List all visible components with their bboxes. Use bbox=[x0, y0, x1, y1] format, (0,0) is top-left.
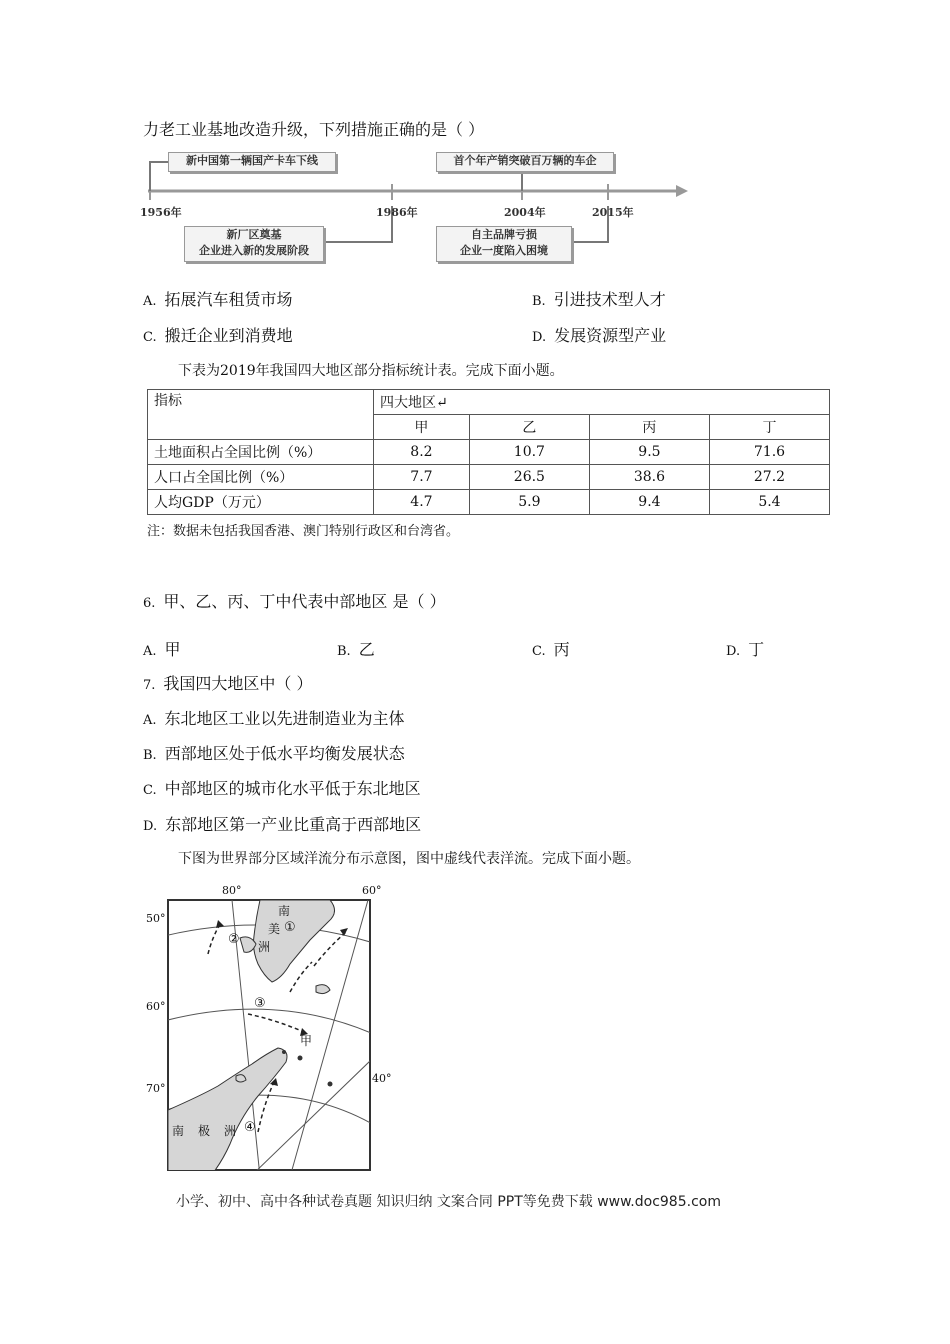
cell: 9.4 bbox=[589, 490, 709, 515]
sa-label-2: 美 bbox=[268, 922, 281, 936]
q6-stem: 6. 甲、乙、丙、丁中代表中部地区 是（ ） bbox=[143, 592, 446, 611]
table-note: 注：数据未包括我国香港、澳门特别行政区和台湾省。 bbox=[147, 524, 460, 539]
timeline-arrow bbox=[676, 185, 688, 197]
q5-option-c[interactable]: C. 搬迁企业到消费地 bbox=[143, 326, 293, 345]
event-new-plant-line1: 新厂区奠基 bbox=[226, 228, 282, 241]
row-label: 土地面积占全国比例（%） bbox=[148, 440, 374, 465]
cell: 38.6 bbox=[589, 465, 709, 490]
q6-option-c[interactable]: C. 丙 bbox=[532, 640, 570, 659]
q5-option-d[interactable]: D. 发展资源型产业 bbox=[532, 326, 667, 345]
lon-80-label: 80° bbox=[222, 884, 242, 897]
cell: 9.5 bbox=[589, 440, 709, 465]
stats-table bbox=[147, 389, 830, 515]
col-jia: 甲 bbox=[374, 415, 470, 440]
cell: 26.5 bbox=[469, 465, 589, 490]
table-row bbox=[148, 440, 830, 465]
ocean-current-map bbox=[140, 882, 390, 1177]
marker-2: ② bbox=[228, 932, 240, 947]
page-footer: 小学、初中、高中各种试卷真题 知识归纳 文案合同 PPT等免费下载 www.doc985.com bbox=[176, 1194, 721, 1210]
ant-label-3: 洲 bbox=[224, 1124, 237, 1138]
col-ding: 丁 bbox=[709, 415, 829, 440]
q7-stem: 7. 我国四大地区中（ ） bbox=[143, 674, 313, 693]
q5-option-a[interactable]: A. 拓展汽车租赁市场 bbox=[143, 290, 293, 309]
table-row bbox=[148, 490, 830, 515]
q5-option-b[interactable]: B. 引进技术型人才 bbox=[532, 290, 666, 309]
cell: 7.7 bbox=[374, 465, 470, 490]
year-2004: 2004年 bbox=[504, 206, 546, 219]
year-1956: 1956年 bbox=[140, 206, 182, 219]
col-bing: 丙 bbox=[589, 415, 709, 440]
lat-70-label: 70° bbox=[146, 1082, 166, 1095]
event-new-plant-line2: 企业进入新的发展阶段 bbox=[199, 244, 309, 257]
col-yi: 乙 bbox=[469, 415, 589, 440]
connector-1956 bbox=[150, 162, 170, 191]
cell: 5.9 bbox=[469, 490, 589, 515]
ant-label-2: 极 bbox=[198, 1124, 211, 1138]
cell: 27.2 bbox=[709, 465, 829, 490]
cell: 8.2 bbox=[374, 440, 470, 465]
q6-option-d[interactable]: D. 丁 bbox=[726, 640, 765, 659]
table-group-header: 四大地区↵ bbox=[374, 390, 830, 415]
row-label: 人口占全国比例（%） bbox=[148, 465, 374, 490]
cell: 71.6 bbox=[709, 440, 829, 465]
event-new-plant bbox=[184, 226, 324, 262]
marker-1: ① bbox=[284, 920, 296, 935]
q7-option-b[interactable]: B. 西部地区处于低水平均衡发展状态 bbox=[143, 744, 405, 763]
table-row bbox=[148, 465, 830, 490]
event-brand-loss-line1: 自主品牌亏损 bbox=[471, 228, 537, 241]
island-dot bbox=[298, 1056, 303, 1061]
q6-option-b[interactable]: B. 乙 bbox=[337, 640, 375, 659]
sa-label-1: 南 bbox=[278, 904, 291, 918]
table-corner: 指标 bbox=[148, 390, 374, 440]
event-brand-loss-line2: 企业一度陷入困境 bbox=[460, 244, 548, 257]
event-brand-loss bbox=[436, 226, 572, 262]
q7-option-d[interactable]: D. 东部地区第一产业比重高于西部地区 bbox=[143, 815, 422, 834]
table-intro: 下表为2019年我国四大地区部分指标统计表。完成下面小题。 bbox=[178, 363, 564, 379]
q7-option-a[interactable]: A. 东北地区工业以先进制造业为主体 bbox=[143, 709, 405, 728]
island-dot bbox=[282, 1050, 286, 1054]
q6-option-a[interactable]: A. 甲 bbox=[143, 640, 181, 659]
marker-3: ③ bbox=[254, 996, 266, 1011]
sa-label-3: 洲 bbox=[258, 940, 271, 954]
event-million-sales: 首个年产销突破百万辆的车企 bbox=[436, 152, 614, 172]
row-label: 人均GDP（万元） bbox=[148, 490, 374, 515]
cell: 10.7 bbox=[469, 440, 589, 465]
point-jia: 甲 bbox=[300, 1034, 313, 1048]
cell: 5.4 bbox=[709, 490, 829, 515]
cell: 4.7 bbox=[374, 490, 470, 515]
q7-option-c[interactable]: C. 中部地区的城市化水平低于东北地区 bbox=[143, 779, 421, 798]
year-1986: 1986年 bbox=[376, 206, 418, 219]
ant-label-1: 南 bbox=[172, 1124, 185, 1138]
island-dot bbox=[328, 1082, 333, 1087]
q5-stem: 力老工业基地改造升级，下列措施正确的是（ ） bbox=[143, 120, 485, 139]
lon-40-label: 40° bbox=[372, 1072, 392, 1085]
lat-60-label: 60° bbox=[146, 1000, 166, 1013]
table-header-row bbox=[148, 390, 830, 415]
event-first-truck: 新中国第一辆国产卡车下线 bbox=[168, 152, 336, 172]
year-2015: 2015年 bbox=[592, 206, 634, 219]
lon-60-label: 60° bbox=[362, 884, 382, 897]
marker-4: ④ bbox=[244, 1120, 256, 1135]
timeline-figure bbox=[140, 148, 700, 268]
lat-50-label: 50° bbox=[146, 912, 166, 925]
map-intro: 下图为世界部分区域洋流分布示意图，图中虚线代表洋流。完成下面小题。 bbox=[178, 851, 640, 867]
